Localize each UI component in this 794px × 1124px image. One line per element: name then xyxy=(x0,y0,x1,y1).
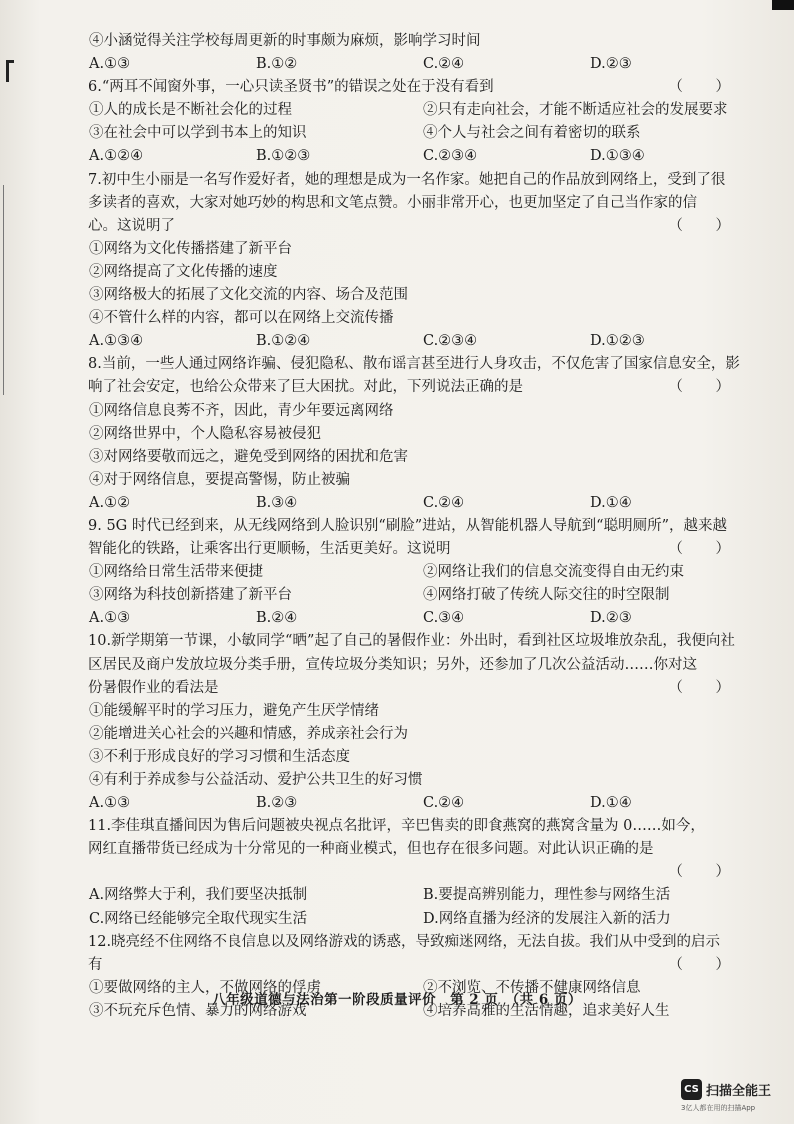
question-block xyxy=(88,353,756,515)
question-stem-line xyxy=(88,353,756,376)
question-stem-line xyxy=(88,538,756,561)
answer-choice: A.①③ xyxy=(89,795,131,812)
option-row xyxy=(88,238,756,261)
question-stem-line xyxy=(88,677,756,700)
option-row xyxy=(88,561,756,584)
binding-line xyxy=(3,185,4,395)
option-item: B.要提高辨别能力，理性参与网络生活 xyxy=(423,887,671,904)
answer-choices-row xyxy=(88,492,756,515)
question-block xyxy=(88,30,756,76)
stem-text: 多读者的喜欢，大家对她巧妙的构思和文笔点赞。小丽非常开心，也更加坚定了自己当作家的信 xyxy=(88,194,697,211)
option-item: ③对网络要敬而远之，避免受到网络的困扰和危害 xyxy=(89,448,408,465)
answer-bracket: （ ） xyxy=(668,541,744,558)
answer-bracket: （ ） xyxy=(668,864,744,881)
question-stem-line xyxy=(88,169,756,192)
scanner-app-name: 扫描全能王 xyxy=(706,1084,772,1099)
option-row xyxy=(88,30,756,53)
stem-text: 响了社会安定，也给公众带来了巨大困扰。对此，下列说法正确的是 xyxy=(88,379,523,396)
option-row xyxy=(88,284,756,307)
scan-corner-mark xyxy=(772,0,794,10)
option-item: ②能增进关心社会的兴趣和情感，养成亲社会行为 xyxy=(89,725,408,742)
question-stem-line xyxy=(88,376,756,399)
question-stem-line xyxy=(88,931,756,954)
answer-bracket: （ ） xyxy=(668,217,744,234)
option-item: ①人的成长是不断社会化的过程 xyxy=(89,102,292,119)
option-item: ④对于网络信息，要提高警惕，防止被骗 xyxy=(89,471,350,488)
answer-bracket: （ ） xyxy=(668,679,744,696)
option-row xyxy=(88,723,756,746)
question-stem-line xyxy=(88,815,756,838)
question-block xyxy=(88,931,756,1023)
answer-choice: B.②③ xyxy=(256,795,298,812)
stem-text: 区居民及商户发放垃圾分类手册，宣传垃圾分类知识；另外，还参加了几次公益活动……你对这 xyxy=(88,656,697,673)
answer-choice: C.②④ xyxy=(423,494,465,511)
option-item: ②网络世界中，个人隐私容易被侵犯 xyxy=(89,425,321,442)
answer-choice: D.①④ xyxy=(590,795,632,812)
answer-choice: B.①②③ xyxy=(256,148,311,165)
answer-choice: D.①④ xyxy=(590,494,632,511)
answer-choice: B.②④ xyxy=(256,610,298,627)
answer-bracket: （ ） xyxy=(668,79,744,96)
answer-choice: C.②④ xyxy=(423,56,465,73)
option-item: ③不利于形成良好的学习习惯和生活态度 xyxy=(89,748,350,765)
question-block xyxy=(88,630,756,815)
question-stem-line xyxy=(88,76,756,99)
option-item: A.网络弊大于利，我们要坚决抵制 xyxy=(89,887,308,904)
option-row xyxy=(88,884,756,907)
option-item: ②只有走向社会，才能不断适应社会的发展要求 xyxy=(423,102,728,119)
answer-choice: B.①② xyxy=(256,56,298,73)
option-row xyxy=(88,307,756,330)
option-item: ③网络极大的拓展了文化交流的内容、场合及范围 xyxy=(89,287,408,304)
answer-choice: B.①②④ xyxy=(256,333,311,350)
option-row xyxy=(88,746,756,769)
stem-text: 网红直播带货已经成为十分常见的一种商业模式，但也存在很多问题。对此认识正确的是 xyxy=(88,841,654,858)
answer-choice: D.①②③ xyxy=(590,333,645,350)
camscanner-logo-icon: CS xyxy=(681,1079,702,1100)
answer-choice: B.③④ xyxy=(256,494,298,511)
question-stem-line xyxy=(88,861,756,884)
option-item: ③网络为科技创新搭建了新平台 xyxy=(89,587,292,604)
option-item: ③在社会中可以学到书本上的知识 xyxy=(89,125,307,142)
option-item: ①网络信息良莠不齐，因此，青少年要远离网络 xyxy=(89,402,394,419)
option-row xyxy=(88,769,756,792)
answer-choice: C.③④ xyxy=(423,610,465,627)
question-block xyxy=(88,76,756,168)
option-item: ①网络给日常生活带来便捷 xyxy=(89,564,263,581)
question-stem-line xyxy=(88,630,756,653)
option-item: D.网络直播为经济的发展注入新的活力 xyxy=(423,910,671,927)
option-row xyxy=(88,908,756,931)
page-footer: 八年级道德与法治第一阶段质量评价 第 2 页 （共 6 页） xyxy=(212,992,582,1008)
answer-choices-row xyxy=(88,145,756,168)
question-stem-line xyxy=(88,954,756,977)
stem-text: 6.“两耳不闻窗外事，一心只读圣贤书”的错误之处在于没有看到 xyxy=(88,79,494,96)
stem-text: 心。这说明了 xyxy=(88,217,175,234)
answer-choices-row xyxy=(88,330,756,353)
option-item: ①要做网络的主人，不做网络的俘虏 xyxy=(89,979,321,996)
answer-bracket: （ ） xyxy=(668,379,744,396)
option-item: ④网络打破了传统人际交往的时空限制 xyxy=(423,587,670,604)
option-row xyxy=(88,446,756,469)
option-row xyxy=(88,423,756,446)
option-row xyxy=(88,122,756,145)
margin-mark xyxy=(6,60,9,82)
option-item: ④有利于养成参与公益活动、爱护公共卫生的好习惯 xyxy=(89,772,423,788)
option-row xyxy=(88,99,756,122)
option-item: ①能缓解平时的学习压力，避免产生厌学情绪 xyxy=(89,702,379,719)
option-item: ④小涵觉得关注学校每周更新的时事颇为麻烦，影响学习时间 xyxy=(89,33,481,49)
question-stem-line xyxy=(88,192,756,215)
option-row xyxy=(88,700,756,723)
answer-choice: C.②③④ xyxy=(423,148,478,165)
question-list xyxy=(88,30,756,1023)
answer-choice: A.①②④ xyxy=(89,148,144,165)
answer-choice: A.①③ xyxy=(89,56,131,73)
option-row xyxy=(88,400,756,423)
option-item: ②不浏览、不传播不健康网络信息 xyxy=(423,979,641,996)
answer-choices-row xyxy=(88,792,756,815)
option-row xyxy=(88,584,756,607)
stem-text: 11.李佳琪直播间因为售后问题被央视点名批评，辛巴售卖的即食燕窝的燕窝含量为 0……如今， xyxy=(88,818,705,835)
stem-text: 9. 5G 时代已经到来，从无线网络到人脸识别“刷脸”进站，从智能机器人导航到“聪明厕所”，越来越 xyxy=(88,517,728,534)
answer-bracket: （ ） xyxy=(668,956,744,973)
question-stem-line xyxy=(88,515,756,538)
answer-choice: C.②④ xyxy=(423,795,465,812)
question-block xyxy=(88,169,756,354)
stem-text: 10.新学期第一节课，小敏同学“晒”起了自己的暑假作业：外出时，看到社区垃圾堆放杂乱，我便向社 xyxy=(88,633,735,650)
answer-choices-row xyxy=(88,53,756,76)
option-row xyxy=(88,261,756,284)
option-item: ②网络让我们的信息交流变得自由无约束 xyxy=(423,564,684,581)
answer-choice: D.②③ xyxy=(590,56,632,73)
stem-text: 有 xyxy=(88,956,103,973)
answer-choice: A.①③④ xyxy=(89,333,144,350)
answer-choice: D.①③④ xyxy=(590,148,645,165)
question-stem-line xyxy=(88,215,756,238)
option-item: ④培养高雅的生活情趣，追求美好人生 xyxy=(423,1002,670,1019)
question-stem-line xyxy=(88,654,756,677)
question-block xyxy=(88,515,756,630)
question-block xyxy=(88,815,756,930)
option-row xyxy=(88,469,756,492)
option-item: ④个人与社会之间有着密切的联系 xyxy=(423,125,641,142)
answer-choice: A.①② xyxy=(89,494,131,511)
stem-text: 份暑假作业的看法是 xyxy=(88,679,219,696)
option-item: C.网络已经能够完全取代现实生活 xyxy=(89,910,308,927)
stem-text: 智能化的铁路，让乘客出行更顺畅，生活更美好。这说明 xyxy=(88,541,451,558)
scanner-watermark xyxy=(681,1079,791,1115)
option-item: ③不玩充斥色情、暴力的网络游戏 xyxy=(89,1002,307,1019)
answer-choices-row xyxy=(88,607,756,630)
stem-text: 8.当前，一些人通过网络诈骗、侵犯隐私、散布谣言甚至进行人身攻击，不仅危害了国家信息安全，影 xyxy=(88,356,740,373)
option-item: ①网络为文化传播搭建了新平台 xyxy=(89,240,292,257)
answer-choice: C.②③④ xyxy=(423,333,478,350)
stem-text: 7.初中生小丽是一名写作爱好者，她的理想是成为一名作家。她把自己的作品放到网络上，受到了很 xyxy=(88,171,726,188)
option-item: ④不管什么样的内容，都可以在网络上交流传播 xyxy=(89,310,394,327)
answer-choice: A.①③ xyxy=(89,610,131,627)
question-stem-line xyxy=(88,838,756,861)
scanner-tagline: 3亿人都在用的扫描App xyxy=(681,1104,756,1112)
option-item: ②网络提高了文化传播的速度 xyxy=(89,263,278,280)
answer-choice: D.②③ xyxy=(590,610,632,627)
stem-text: 12.晓亮经不住网络不良信息以及网络游戏的诱惑，导致痴迷网络，无法自拔。我们从中受到的启示 xyxy=(88,933,721,950)
